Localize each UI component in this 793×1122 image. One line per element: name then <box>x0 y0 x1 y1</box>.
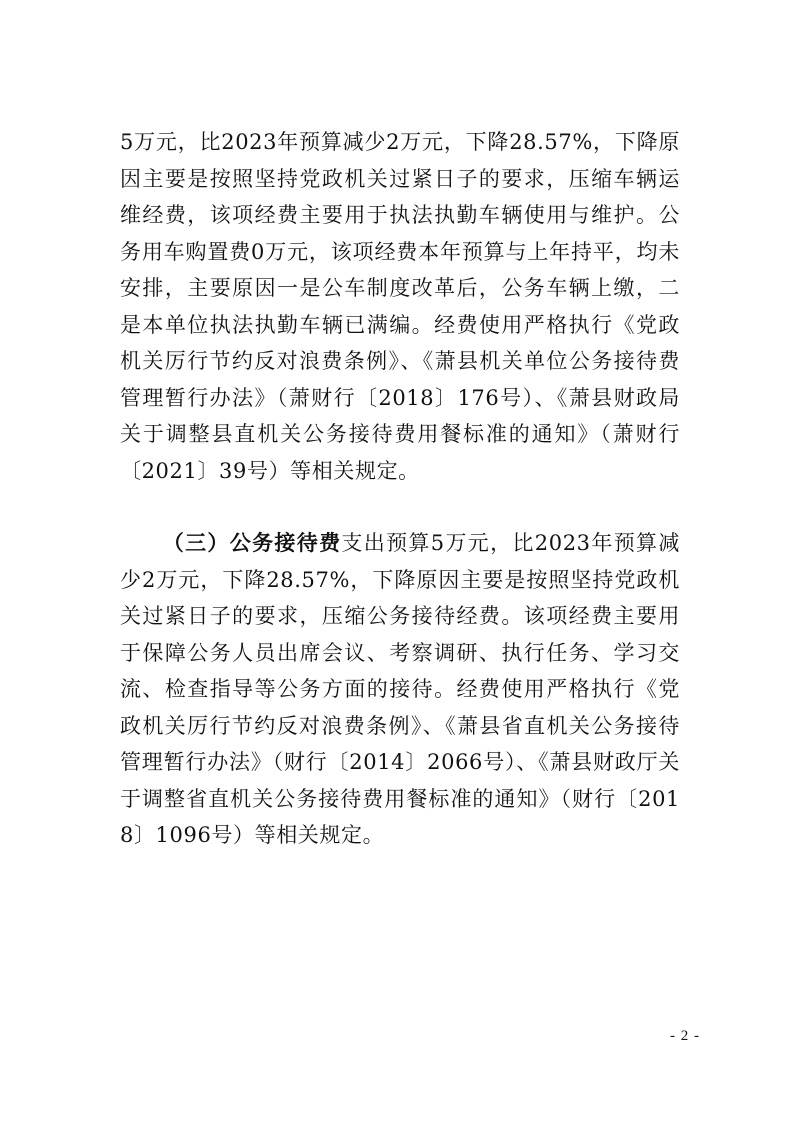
page-number: - 2 - <box>670 1028 700 1044</box>
section-heading-reception: （三）公务接待费 <box>162 531 342 555</box>
paragraph-reception-body: 支出预算5万元，比2023年预算减少2万元，下降28.57%，下降原因主要是按照坚持党政机关过紧日子的要求，压缩公务接待经费。该项经费主要用于保障公务人员出席会议、考察调研、执行任务、学习交流、检查指导等公务方面的接待。经费使用严格执行《党政机关厉行节约反对浪费条例》、《萧县省直机关公务接待管理暂行办法》（财行〔2014〕2066号）、《萧县财政厅关于调整省直机关公务接待费用餐标准的通知》（财行〔2018〕1096号）等相关规定。 <box>120 531 680 847</box>
paragraph-reception-expenses <box>120 525 680 854</box>
paragraph-vehicle-expenses: 5万元，比2023年预算减少2万元，下降28.57%，下降原因主要是按照坚持党政机关过紧日子的要求，压缩车辆运维经费，该项经费主要用于执法执勤车辆使用与维护。公务用车购置费0万元，该项经费本年预算与上年持平，均未安排，主要原因一是公车制度改革后，公务车辆上缴，二是本单位执法执勤车辆已满编。经费使用严格执行《党政机关厉行节约反对浪费条例》、《萧县机关单位公务接待费管理暂行办法》（萧财行〔2018〕176号）、《萧县财政局关于调整县直机关公务接待费用餐标准的通知》（萧财行〔2021〕39号）等相关规定。 <box>120 130 680 483</box>
